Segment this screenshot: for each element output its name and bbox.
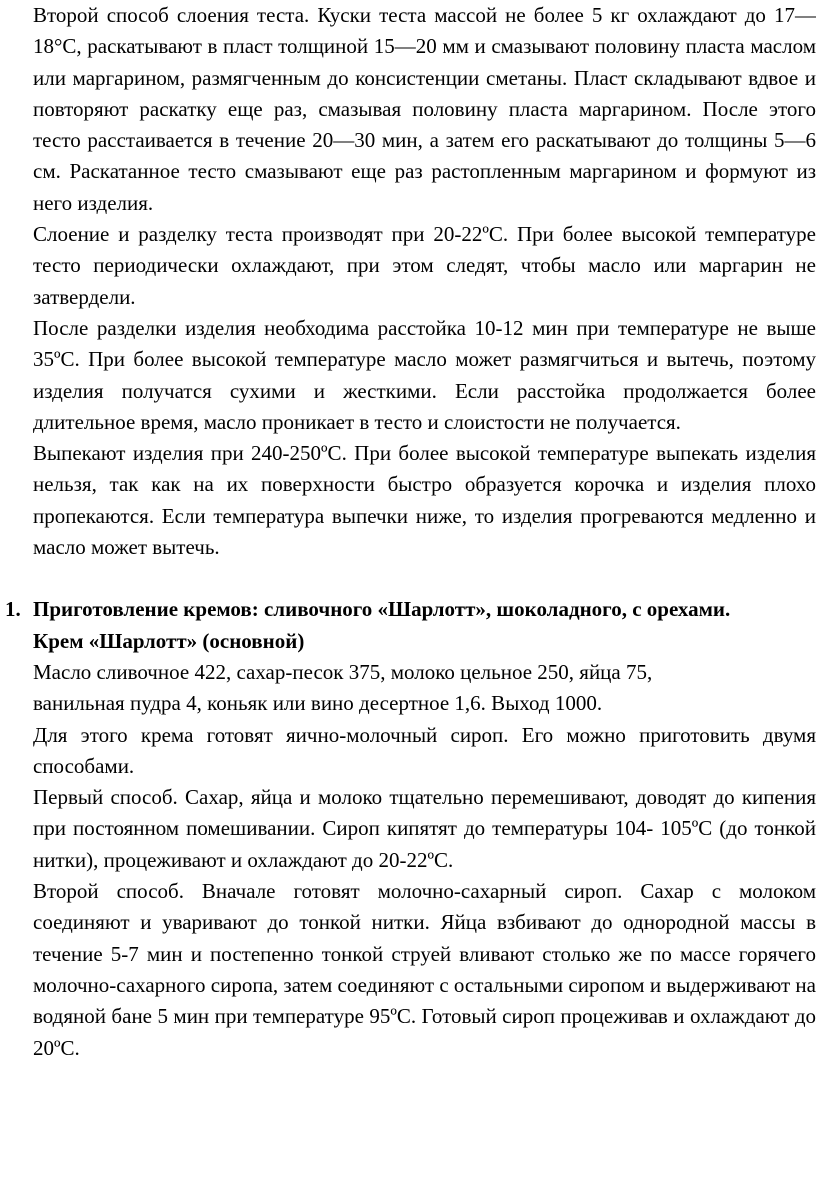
paragraph-syrup-intro: Для этого крема готовят яично-молочный сироп. Его можно приготовить двумя способами. <box>33 722 816 778</box>
paragraph-proofing: После разделки изделия необходима расстойка 10-12 мин при температуре не выше 35ºС. При более высокой температуре масло может размягчиться и вытечь, поэтому изделия получатся сухими и жесткими. Если расстойка продолжается более длительное время, масло проникает в тесто и слоистости не получается. <box>33 315 816 434</box>
ingredients-line-2: ванильная пудра 4, коньяк или вино десертное 1,6. Выход 1000. <box>33 691 603 716</box>
section-title: Приготовление кремов: сливочного «Шарлотт», шоколадного, с орехами. <box>33 597 731 622</box>
paragraph-second-syrup-method: Второй способ. Вначале готовят молочно-сахарный сироп. Сахар с молоком соединяют и уваривают до тонкой нитки. Яйца взбивают до однородной массы в течение 5-7 мин и постепенно тонкой струей вливают столько же по массе горячего молочно-сахарного сиропа, затем соединяют с остальными сиропом и выдерживают на водяной бане 5 мин при температуре 95ºС. Готовый сироп процеживав и охлаждают до 20ºС. <box>33 879 816 1060</box>
paragraph-first-method: Первый способ. Сахар, яйца и молоко тщательно перемешивают, доводят до кипения при постоянном помешивании. Сироп кипятят до температуры 104- 105ºС (до тонкой нитки), процеживают и охлаждают до 20-22ºС. <box>33 785 816 872</box>
section-heading <box>5 594 816 625</box>
section-subtitle: Крем «Шарлотт» (основной) <box>33 628 305 653</box>
section-spacer <box>33 563 816 594</box>
paragraph-baking: Выпекают изделия при 240-250ºС. При более высокой температуре выпекать изделия нельзя, так как на их поверхности быстро образуется корочка и изделия плохо пропекаются. Если температура выпечки ниже, то изделия прогреваются медленно и масло может вытечь. <box>33 441 816 560</box>
ingredients-line-1: Масло сливочное 422, сахар-песок 375, молоко цельное 250, яйца 75, <box>33 659 653 684</box>
paragraph-second-method: Второй способ слоения теста. Куски теста массой не более 5 кг охлаждают до 17—18°С, раскатывают в пласт толщиной 15—20 мм и смазывают половину пласта маслом или маргарином, размягченным до консистенции сметаны. Пласт складывают вдвое и повторяют раскатку еще раз, смазывая половину пласта маргарином. После этого тесто расстаивается в течение 20—30 мин, а затем его раскатывают до толщины 5—6 см. Раскатанное тесто смазывают еще раз растопленным маргарином и формуют из него изделия. <box>33 3 816 215</box>
paragraph-layering-temperature: Слоение и разделку теста производят при 20-22ºС. При более высокой температуре тесто периодически охлаждают, при этом следят, чтобы масло или маргарин не затвердели. <box>33 222 816 309</box>
document-page <box>5 0 816 1064</box>
section-number: 1. <box>5 597 21 622</box>
